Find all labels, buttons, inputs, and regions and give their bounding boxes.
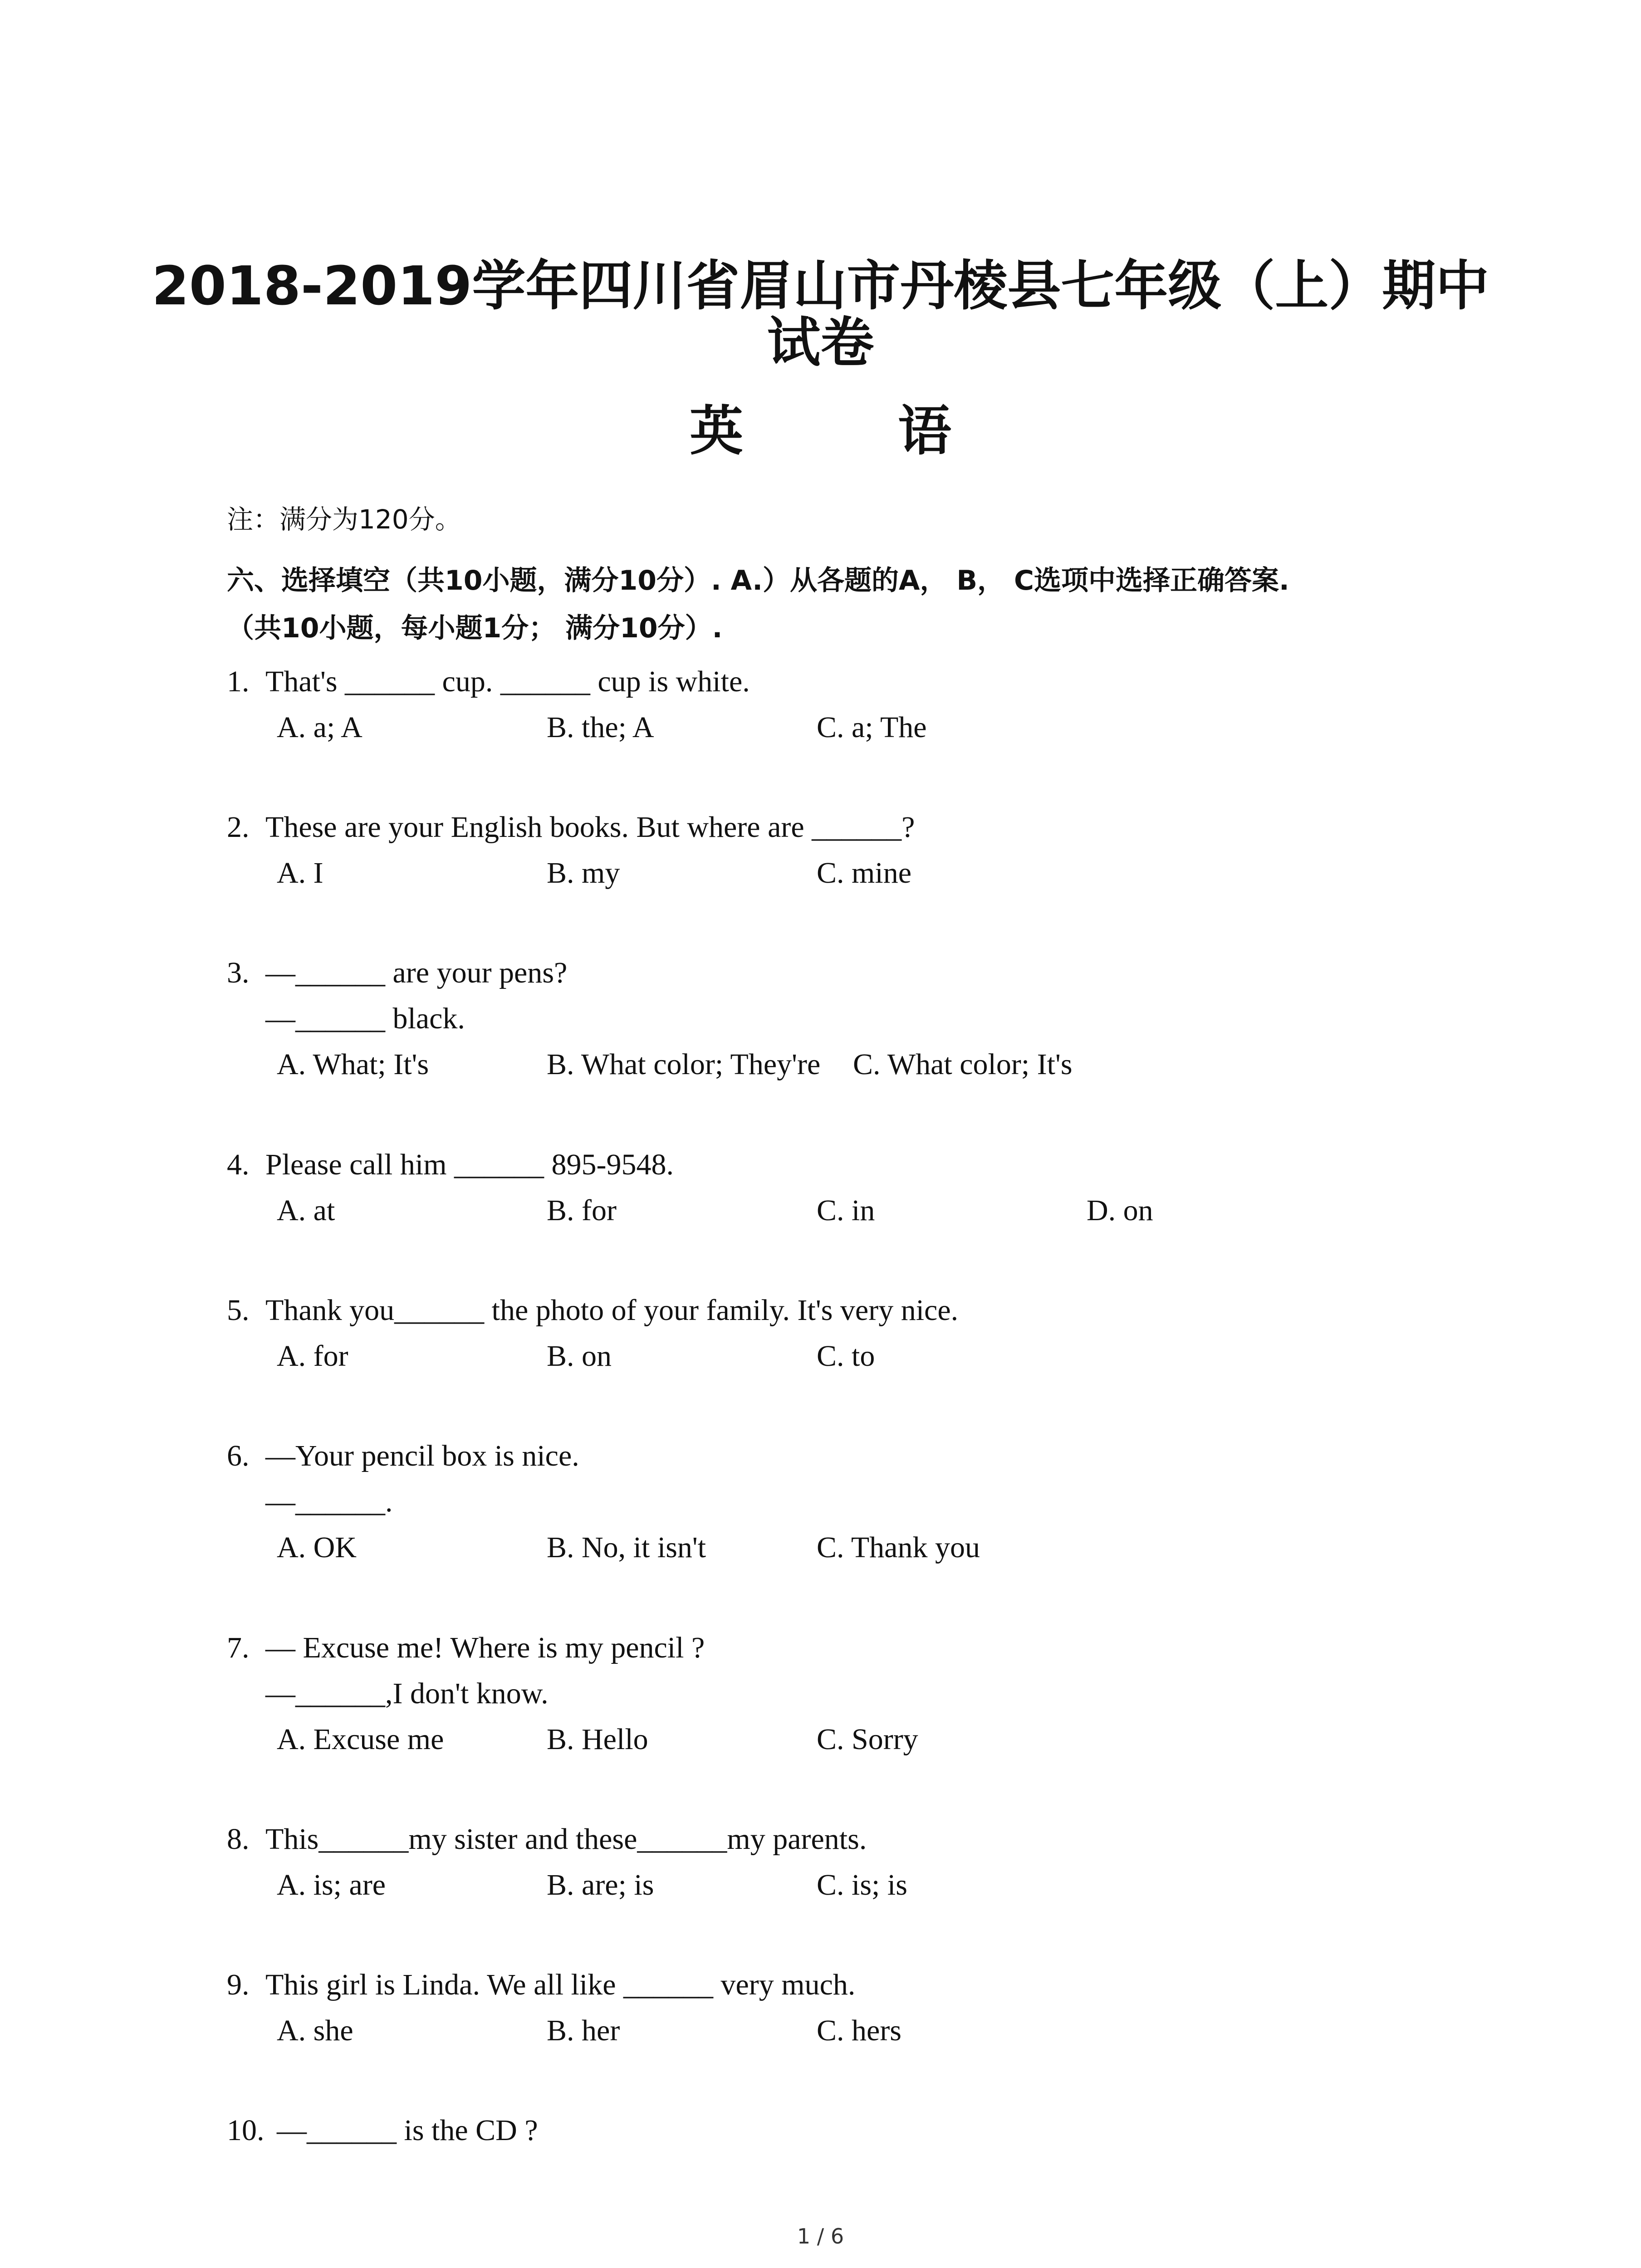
question-text: Please call him ______ 895-9548. [265,1148,674,1181]
option-d: D. on [1087,1194,1153,1227]
exam-title-line2: 试卷 [767,311,874,374]
option-a: A. for [277,1339,348,1373]
section-heading-line1: 六、选择填空（共10小题，满分10分）. A.）从各题的A， B， C选项中选择正确答案. [227,565,1289,596]
page-indicator: 1 / 6 [797,2224,844,2248]
question-text: —Your pencil box is nice. [265,1439,579,1472]
score-note: 注：满分为120分。 [227,504,461,535]
question-stem [227,2107,1452,2153]
option-a: A. What; It's [277,1048,429,1081]
question-stem [227,659,1452,704]
question-text: —______ black. [265,1002,465,1035]
option-b: B. What color; They're [547,1048,821,1081]
question-stem [227,1287,1452,1333]
option-c: C. a; The [817,711,927,744]
option-c: C. is; is [817,1868,907,1901]
question-5 [227,1287,1452,1379]
question-number: 5. [227,1294,250,1327]
option-b: B. the; A [547,711,654,744]
question-number: 10. [227,2114,265,2147]
option-b: B. No, it isn't [547,1531,706,1564]
option-row [227,1041,1452,1087]
option-c: C. hers [817,2014,901,2047]
option-b: B. for [547,1194,617,1227]
option-a: A. I [277,856,323,890]
option-row [227,1525,1452,1570]
question-8 [227,1816,1452,1908]
question-text: —______ are your pens? [265,956,568,989]
option-a: A. she [277,2014,353,2047]
option-a: A. at [277,1194,335,1227]
exam-title-line1: 2018-2019学年四川省眉山市丹棱县七年级（上）期中 [152,254,1489,317]
question-number: 7. [227,1631,250,1664]
option-row [227,2008,1452,2053]
question-number: 8. [227,1823,250,1856]
section-heading-line2: （共10小题，每小题1分； 满分10分）. [227,612,723,644]
question-10 [227,2107,1452,2153]
option-row [227,1862,1452,1908]
question-stem [227,1962,1452,2008]
option-c: C. to [817,1339,875,1373]
option-b: B. her [547,2014,620,2047]
question-stem-line2 [227,1671,1452,1716]
question-text: Thank you______ the photo of your family. It's very nice. [265,1294,959,1327]
option-b: B. my [547,856,620,890]
option-a: A. OK [277,1531,357,1564]
question-number: 3. [227,956,250,989]
question-stem [227,1142,1452,1188]
question-text: This______my sister and these______my parents. [265,1823,867,1856]
option-a: A. a; A [277,711,362,744]
question-number: 9. [227,1968,250,2001]
option-b: B. Hello [547,1723,648,1756]
question-text: These are your English books. But where are ______? [265,811,915,844]
question-number: 2. [227,811,250,844]
option-b: B. on [547,1339,612,1373]
question-text: This girl is Linda. We all like ______ very much. [265,1968,856,2001]
question-1 [227,659,1452,750]
question-stem-line2 [227,996,1452,1041]
question-number: 4. [227,1148,250,1181]
question-stem [227,1433,1452,1479]
question-text: —______,I don't know. [265,1677,549,1710]
option-a: A. is; are [277,1868,386,1901]
question-4 [227,1142,1452,1233]
option-c: C. in [817,1194,875,1227]
question-stem [227,1625,1452,1671]
question-stem-line2 [227,1479,1452,1525]
option-c: C. Thank you [817,1531,980,1564]
option-c: C. mine [817,856,911,890]
option-row [227,1716,1452,1762]
option-c: C. What color; It's [853,1048,1073,1081]
question-3 [227,950,1452,1087]
option-row [227,704,1452,750]
question-text: —______ is the CD ? [277,2114,538,2147]
subject-title: 英 语 [689,400,1020,462]
option-row [227,850,1452,896]
question-2 [227,804,1452,896]
option-c: C. Sorry [817,1723,918,1756]
question-6 [227,1433,1452,1570]
question-stem [227,804,1452,850]
option-a: A. Excuse me [277,1723,444,1756]
option-row [227,1333,1452,1379]
question-stem [227,950,1452,996]
question-text: That's ______ cup. ______ cup is white. [265,665,750,698]
option-row [227,1188,1452,1233]
question-9 [227,1962,1452,2053]
option-b: B. are; is [547,1868,654,1901]
question-7 [227,1625,1452,1762]
question-number: 6. [227,1439,250,1472]
question-text: —______. [265,1485,393,1518]
question-number: 1. [227,665,250,698]
question-text: — Excuse me! Where is my pencil ? [265,1631,705,1664]
question-stem [227,1816,1452,1862]
